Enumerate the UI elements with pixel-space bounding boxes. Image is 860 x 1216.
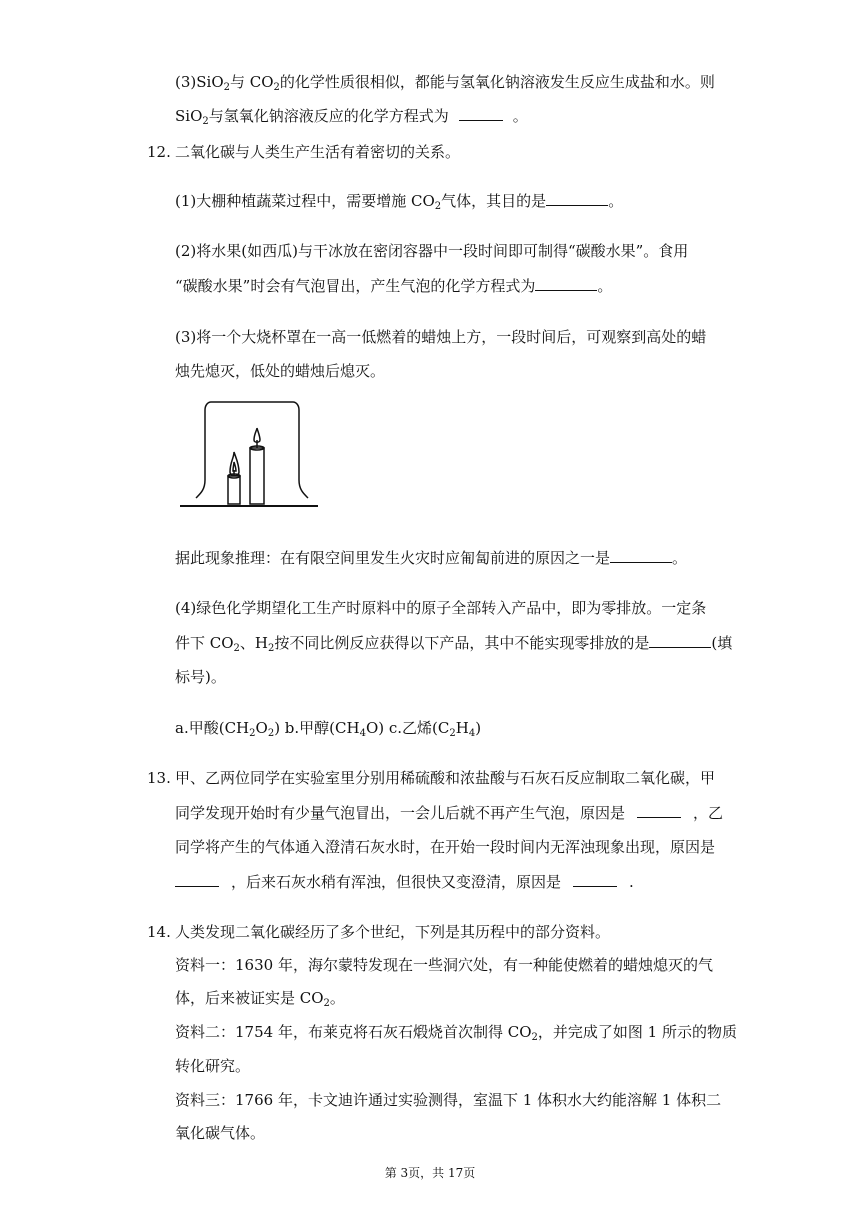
q12-part2-line2: “碳酸水果”时会有气泡冒出，产生气泡的化学方程式为 。 <box>175 277 613 295</box>
question-number: 13. <box>147 769 171 787</box>
q12-part3-line2: 烛先熄灭，低处的蜡烛后熄灭。 <box>175 362 386 380</box>
q12-part2-line1: (2)将水果(如西瓜)与干冰放在密闭容器中一段时间即可制得“碳酸水果”。食用 <box>175 242 689 260</box>
answer-blank[interactable] <box>175 872 219 887</box>
q14-material1-line2: 体，后来被证实是 $CO_2$。 <box>175 989 345 1009</box>
candle-beaker-figure <box>178 392 318 512</box>
answer-blank[interactable] <box>573 872 617 887</box>
q13-line1: 甲、乙两位同学在实验室里分别用稀硫酸和浓盐酸与石灰石反应制取二氧化碳，甲 <box>175 769 716 787</box>
q14-material2-line1: 资料二：1754 年，布莱克将石灰石煅烧首次制得 $CO_2$，并完成了如图 1 所示的物质 <box>175 1023 737 1043</box>
q12-part1: (1)大棚种植蔬菜过程中，需要增施 $CO_2$气体，其目的是 。 <box>175 192 624 212</box>
q13-line3: 同学将产生的气体通入澄清石灰水时，在开始一段时间内无浑浊现象出现，原因是 <box>175 838 716 856</box>
q11-part3-line2: SiO$_2$与氢氧化钠溶液反应的化学方程式为 。 <box>175 107 528 127</box>
q11-part3-line1: (3)SiO$_2$与 $CO_2$的化学性质很相似，都能与氢氧化钠溶液发生反应生成盐和水。则 <box>175 73 715 93</box>
page-footer: 第 3页，共 17页 <box>384 1166 476 1180</box>
answer-blank[interactable] <box>546 191 608 206</box>
tall-candle <box>250 448 264 504</box>
q12-options: a.甲酸$(CH_2O_2)$ b.甲醇$(CH_4O)$ c.乙烯$(C_2H_4)$ <box>175 719 482 739</box>
short-candle-inner-flame <box>233 462 236 471</box>
answer-blank[interactable] <box>535 276 597 291</box>
q14-material1-line1: 资料一：1630 年，海尔蒙特发现在一些洞穴处，有一种能使燃着的蜡烛熄灭的气 <box>175 956 713 974</box>
q12-part3-line1: (3)将一个大烧杯罩在一高一低燃着的蜡烛上方，一段时间后，可观察到高处的蜡 <box>175 328 707 346</box>
q12-part3-inference: 据此现象推理：在有限空间里发生火灾时应匍匐前进的原因之一是 。 <box>175 549 688 567</box>
answer-blank[interactable] <box>637 803 681 818</box>
q14-stem: 人类发现二氧化碳经历了多个世纪，下列是其历程中的部分资料。 <box>175 923 611 941</box>
q12-stem: 二氧化碳与人类生产生活有着密切的关系。 <box>175 143 461 161</box>
q12-part4-line3: 标号)。 <box>175 668 226 686</box>
beaker-left-wall <box>196 402 211 498</box>
answer-blank[interactable] <box>610 548 672 563</box>
q13-line2: 同学发现开始时有少量气泡冒出，一会儿后就不再产生气泡，原因是 ，乙 <box>175 804 724 822</box>
q14-material2-line2: 转化研究。 <box>175 1057 251 1075</box>
question-number: 12. <box>147 143 171 161</box>
question-number: 14. <box>147 923 171 941</box>
answer-blank[interactable] <box>649 633 711 648</box>
q14-material3-line2: 氧化碳气体。 <box>175 1124 266 1142</box>
q14-material3-line1: 资料三：1766 年，卡文迪许通过实验测得，室温下 1 体积水大约能溶解 1 体积二 <box>175 1091 722 1109</box>
short-candle <box>228 476 240 504</box>
q12-part4-line1: (4)绿色化学期望化工生产时原料中的原子全部转入产品中，即为零排放。一定条 <box>175 599 707 617</box>
q13-line4: ，后来石灰水稍有浑浊，但很快又变澄清，原因是 . <box>175 872 634 892</box>
answer-blank[interactable] <box>459 106 503 121</box>
q12-part4-line2: 件下 $CO_2$、$H_2$按不同比例反应获得以下产品，其中不能实现零排放的是 (填 <box>175 634 733 654</box>
